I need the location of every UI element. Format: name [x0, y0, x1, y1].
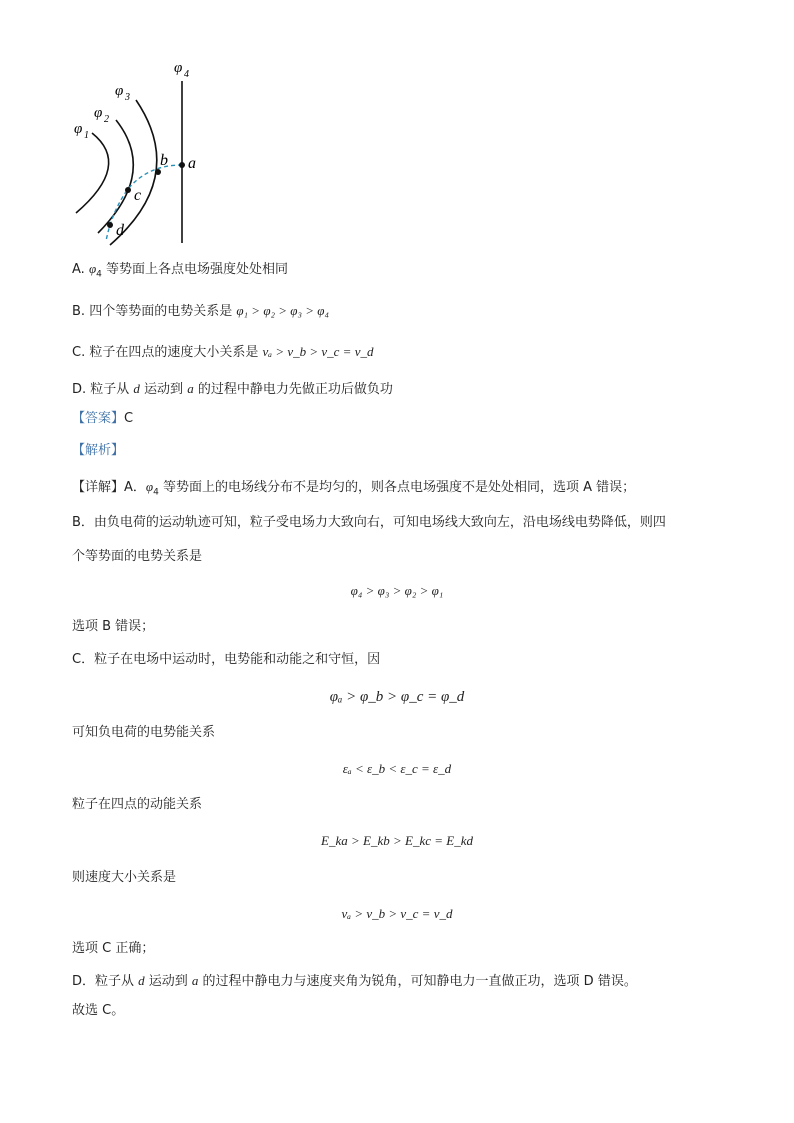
detail-b-conclusion: 选项 B 错误； [72, 619, 155, 634]
option-c: C. 粒子在四点的速度大小关系是 vₐ > v_b > v_c = v_d [72, 344, 374, 360]
detail-c-line3: 粒子在四点的动能关系 [72, 797, 203, 812]
detail-a: 【详解】A．$\varphi_4$ 等势面上的电场线分布不是均匀的，则各点电场强度不是处处相同，选项 A 错误； [72, 479, 636, 498]
label-phi3-sub: 3 [125, 92, 130, 103]
detail-c-line1: C．粒子在电场中运动时，电势能和动能之和守恒，因 [72, 652, 381, 667]
equipotential-curve-1 [76, 133, 109, 213]
label-b: b [160, 152, 168, 169]
label-phi4: φ [174, 60, 183, 76]
equipotential-figure [60, 55, 230, 250]
answer: 【答案】C [72, 411, 134, 426]
detail-c-equation2: εₐ < ε_b < ε_c = ε_d [342, 761, 452, 776]
detail-c-conclusion: 选项 C 正确； [72, 941, 155, 956]
point-c [125, 187, 131, 193]
label-phi2: φ [94, 105, 103, 121]
detail-b-line2: 个等势面的电势关系是 [72, 549, 203, 564]
point-d [107, 222, 113, 228]
detail-c-equation3: E_ka > E_kb > E_kc = E_kd [321, 833, 473, 848]
detail-c-line4: 则速度大小关系是 [72, 870, 177, 885]
label-a: a [188, 155, 196, 172]
label-c: c [134, 187, 142, 204]
point-b [155, 169, 161, 175]
detail-c-line2: 可知负电荷的电势能关系 [72, 725, 216, 740]
detail-c-equation1: φₐ > φ_b > φ_c = φ_d [329, 689, 465, 705]
label-phi1: φ [74, 121, 83, 137]
point-a [179, 162, 185, 168]
label-d: d [116, 222, 124, 239]
option-d: D. 粒子从 d 运动到 a 的过程中静电力先做正功后做负功 [72, 381, 393, 397]
equipotential-curve-2 [98, 120, 133, 233]
option-b: B. 四个等势面的电势关系是 φ₁ > φ₂ > φ₃ > φ₄ [72, 303, 330, 319]
label-phi4-sub: 4 [184, 69, 189, 80]
analysis-tag: 【解析】 [72, 443, 125, 458]
detail-b-line1: B．由负电荷的运动轨迹可知，粒子受电场力大致向右，可知电场线大致向左，沿电场线电势降低，则四 [72, 515, 666, 530]
label-phi1-sub: 1 [84, 130, 89, 141]
option-a: A. $\varphi_4$ 等势面上各点电场强度处处相同 [72, 261, 289, 280]
final-answer: 故选 C。 [72, 1003, 125, 1018]
label-phi2-sub: 2 [104, 114, 109, 125]
detail-d: D．粒子从 d 运动到 a 的过程中静电力与速度夹角为锐角，可知静电力一直做正功，选项 D 错误。 [72, 973, 637, 989]
detail-b-equation: φ₄ > φ₃ > φ₂ > φ₁ [350, 583, 444, 598]
detail-c-equation4: vₐ > v_b > v_c = v_d [341, 906, 453, 921]
label-phi3: φ [115, 83, 124, 99]
